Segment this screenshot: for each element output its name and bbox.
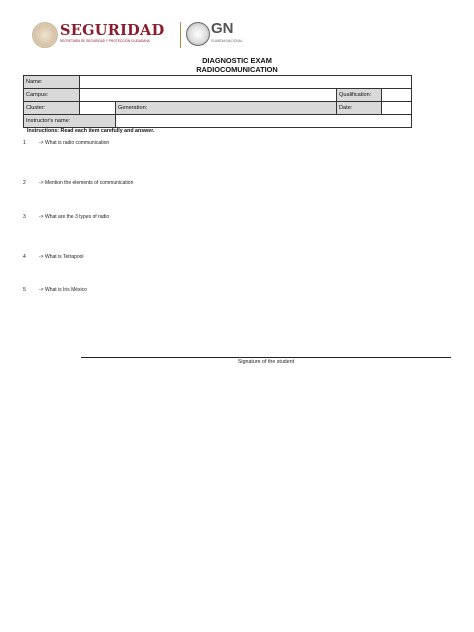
instructor-row [24, 115, 412, 128]
question-item [23, 140, 109, 146]
cluster-field[interactable] [80, 102, 116, 115]
question-text: -> Mention the elements of communication [39, 180, 134, 186]
generation-label: Generation: [116, 102, 337, 115]
brand-name: SEGURIDAD [60, 22, 165, 39]
cluster-label: Cluster: [24, 102, 80, 115]
question-text: -> What is Iris México [39, 287, 87, 293]
gn-logo-text: GN [211, 20, 234, 37]
cluster-row [24, 102, 412, 115]
date-label: Date: [337, 102, 382, 115]
question-text: -> What is radio communication [39, 140, 110, 146]
coat-of-arms-icon [32, 22, 58, 48]
logo-divider [180, 22, 181, 48]
guardia-nacional-emblem-icon [186, 22, 210, 46]
campus-field[interactable] [80, 89, 337, 102]
student-info-table [23, 75, 412, 128]
question-item [23, 214, 109, 220]
question-text: -> What are the 3 types of radio [39, 214, 110, 220]
header-logos [32, 20, 242, 52]
question-number: 4 [23, 254, 26, 260]
brand-subtitle: SECRETARÍA DE SEGURIDAD Y PROTECCIÓN CIUDADANA [60, 39, 150, 43]
question-number: 1 [23, 140, 26, 146]
question-text: -> What is Tetrapool [39, 254, 84, 260]
campus-row [24, 89, 412, 102]
instructions-text: Instructions: Read each item carefully and answer. [27, 128, 155, 134]
date-field[interactable] [382, 102, 412, 115]
question-item [23, 287, 87, 293]
question-number: 2 [23, 180, 26, 186]
qualification-field[interactable] [382, 89, 412, 102]
qualification-label: Qualification: [337, 89, 382, 102]
question-item [23, 254, 84, 260]
question-number: 3 [23, 214, 26, 220]
instructor-label: Instructor's name: [24, 115, 116, 128]
name-field[interactable] [80, 76, 412, 89]
name-row [24, 76, 412, 89]
signature-line [81, 357, 451, 358]
name-label: Name: [24, 76, 80, 89]
instructor-field[interactable] [116, 115, 412, 128]
question-item [23, 180, 133, 186]
question-number: 5 [23, 287, 26, 293]
signature-label: Signature of the student [237, 359, 295, 365]
gn-subtitle: GUARDIA NACIONAL [211, 39, 243, 43]
campus-label: Campus: [24, 89, 80, 102]
exam-title: DIAGNOSTIC EXAM [202, 56, 272, 65]
exam-subtitle: RADIOCOMUNICATION [196, 65, 278, 74]
